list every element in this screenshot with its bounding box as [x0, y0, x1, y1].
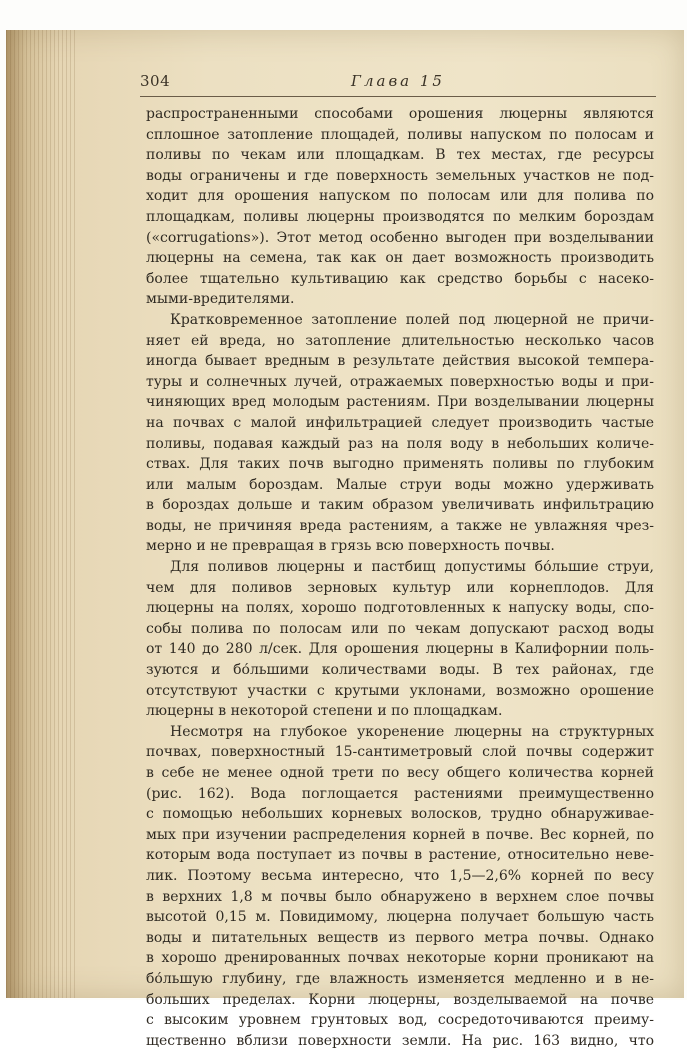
text-line: люцерны на семена, так как он дает возможность производить [146, 250, 654, 267]
text-line: воды ограничены и где поверхность земельных участков не под- [146, 167, 654, 184]
text-line: более тщательно культивацию как средство борьбы с насеко- [146, 270, 654, 287]
text-line: (рис. 162). Вода поглощается растениями преимущественно [146, 785, 654, 802]
text-line: Кратковременное затопление полей под люцерной не причи- [170, 311, 654, 328]
text-line: люцерны в некоторой степени и по площадкам. [146, 703, 503, 720]
text-line: или малым бороздам. Малые струи воды можно удерживать [146, 476, 654, 493]
page-edges [6, 30, 76, 998]
text-line: больших пределах. Корни люцерны, возделываемой на почве [146, 991, 654, 1008]
text-line: Для поливов люцерны и пастбищ допустимы бо́льшие струи, [170, 559, 654, 576]
text-line: которым вода поступает из почвы в растение, относительно неве- [146, 847, 654, 864]
text-line: в верхних 1,8 м почвы было обнаружено в верхнем слое почвы [146, 888, 654, 905]
text-line: чем для поливов зерновых культур или корнеплодов. Для [146, 579, 654, 596]
text-line: ствах. Для таких почв выгодно применять поливы по глубоким [146, 456, 654, 473]
text-line: щественно вблизи поверхности земли. На рис. 163 видно, что [146, 1032, 654, 1049]
text-line: в хорошо дренированных почвах некоторые корни проникают на [146, 950, 654, 967]
text-line: туры и солнечных лучей, отражаемых поверхностью воды и при- [146, 373, 654, 390]
body-text [146, 104, 654, 1051]
text-line: бо́льшую глубину, где влажность изменяется медленно и в не- [146, 970, 654, 987]
text-line: почвах, поверхностный 15-сантиметровый слой почвы содержит [146, 744, 654, 761]
text-line: ходит для орошения напуском по полосам или для полива по [146, 188, 654, 205]
text-line: в себе не менее одной трети по весу общего количества корней [146, 765, 654, 781]
page-number: 304 [140, 72, 171, 90]
text-line: от 140 до 280 л/сек. Для орошения люцерны в Калифорнии поль- [146, 641, 654, 658]
text-line: поливы по чекам или площадкам. В тех местах, где ресурсы [146, 147, 654, 164]
text-line: воды и питательных веществ из первого метра почвы. Однако [146, 929, 654, 946]
running-title: Глава 15 [351, 72, 445, 90]
text-line: с помощью небольших корневых волосков, трудно обнаруживае- [146, 806, 654, 823]
text-line: распространенными способами орошения люцерны являются [146, 106, 654, 122]
text-line: иногда бывает вредным в результате действия высокой темпера- [146, 353, 654, 370]
text-line: на почвах с малой инфильтрацией следует производить частые [146, 414, 654, 431]
text-line: с высоким уровнем грунтовых вод, сосредоточиваются преиму- [146, 1012, 654, 1029]
text-line: поливы, подавая каждый раз на поля воду в небольших количе- [146, 435, 654, 452]
page-header [140, 72, 656, 94]
text-line: лик. Поэтому весьма интересно, что 1,5—2,6% корней по весу [146, 867, 654, 884]
text-line: отсутствуют участки с крутыми уклонами, возможно орошение [146, 682, 654, 699]
text-line: высотой 0,15 м. Повидимому, люцерна получает большую часть [146, 909, 654, 926]
text-line: чиняющих вред молодым растениям. При возделывании люцерны [146, 394, 654, 411]
text-line: собы полива по полосам или по чекам допускают расход воды [146, 620, 654, 637]
text-line: зуются и бо́льшими количествами воды. В тех районах, где [146, 662, 654, 679]
text-line: воды, не причиняя вреда растениям, а также не увлажняя чрез- [146, 517, 654, 534]
text-line: («corrugations»). Этот метод особенно выгоден при возделывании [146, 229, 654, 246]
text-line: мыми-вредителями. [146, 291, 295, 308]
header-rule [140, 96, 656, 97]
text-line: сплошное затопление площадей, поливы напуском по полосам и [146, 126, 654, 143]
text-line: Несмотря на глубокое укоренение люцерны на структурных [170, 723, 654, 740]
text-line: мых при изучении распределения корней в почве. Вес корней, по [146, 826, 654, 843]
text-line: няет ей вреда, но затопление длительностью несколько часов [146, 332, 654, 349]
text-line: площадкам, поливы люцерны производятся по мелким бороздам [146, 208, 654, 225]
text-line: мерно и не превращая в грязь всю поверхность почвы. [146, 538, 555, 555]
text-line: люцерны на полях, хорошо подготовленных к напуску воды, спо- [146, 600, 654, 617]
text-line: в бороздах дольше и таким образом увеличивать инфильтрацию [146, 497, 654, 514]
